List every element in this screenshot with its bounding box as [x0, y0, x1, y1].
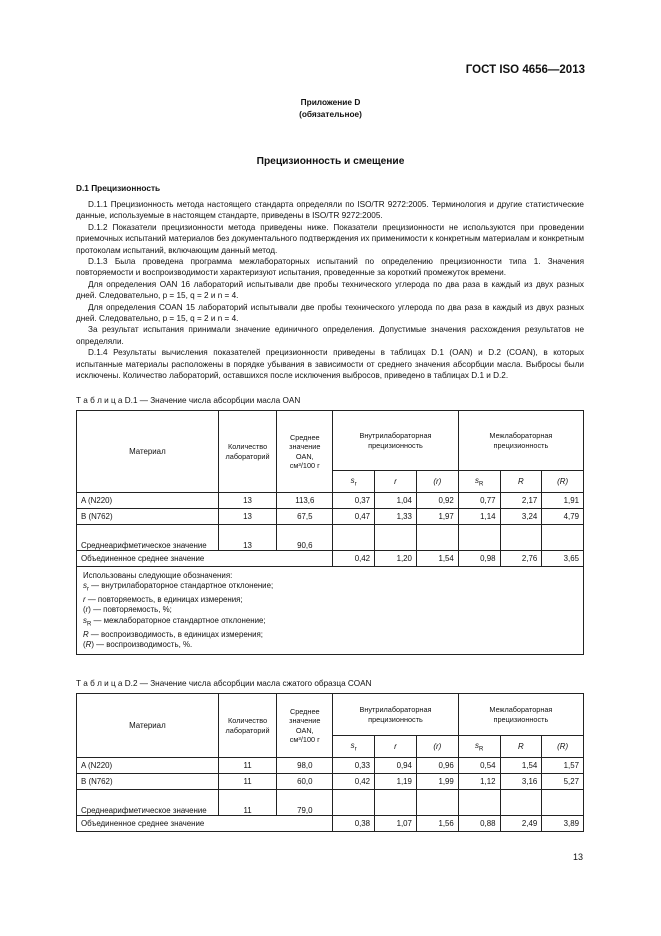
- section-heading: D.1 Прецизионность: [76, 183, 161, 193]
- table-row: B (N762) 11 60,0 0,42 1,19 1,99 1,12 3,16 5,27: [77, 774, 584, 790]
- header-inter: Межлабораторная прецизионность: [458, 694, 583, 736]
- paragraph: D.1.2 Показатели прецизионности метода приведены ниже. Показатели прецизионности не используются при проведении приемочных испытаний материалов без документального подтверждения их применимости к конкретным материалам и конкретным протоколам испытаний, включающим данный метод.: [76, 222, 584, 255]
- header-mean: [277, 694, 333, 758]
- header-R: R: [500, 471, 542, 493]
- table2: [76, 693, 584, 832]
- table-row: B (N762) 13 67,5 0,47 1,33 1,97 1,14 3,24 4,79: [77, 509, 584, 525]
- table-row-average: Среднеарифметическое значение 13 90,6: [77, 525, 584, 551]
- header-R: R: [500, 736, 542, 758]
- header-material: Материал: [77, 694, 219, 758]
- header-Rp: (R): [542, 736, 584, 758]
- paragraph: За результат испытания принимали значение единичного определения. Допустимые значения расхождения результатов не определяли.: [76, 325, 584, 346]
- header-r: r: [375, 471, 417, 493]
- appendix-title: Приложение D: [300, 97, 361, 107]
- header-mean-unit: см³/100 г: [289, 734, 320, 744]
- header-r: r: [375, 736, 417, 758]
- header-mean-label: Среднее значение OAN,: [289, 432, 321, 461]
- table-row-average: Среднеарифметическое значение 11 79,0: [77, 790, 584, 816]
- table2-caption: Т а б л и ц а D.2 — Значение числа абсорбции масла сжатого образца COAN: [76, 679, 372, 688]
- page-number: 13: [572, 852, 583, 862]
- paragraph: D.1.1 Прецизионность метода настоящего стандарта определяли по ISO/TR 9272:2005. Терминология и другие статистические данные, используемые в настоящем стандарте, приведены в ISO/TR 9272:2005.: [76, 200, 584, 221]
- header-Rp: (R): [542, 471, 584, 493]
- appendix-status: (обязательное): [299, 109, 362, 119]
- header-rp: (r): [416, 471, 458, 493]
- paragraph: Для определения COAN 15 лабораторий испытывали две пробы технического углерода по два раза в каждый из двух разных дней. Следовательно, p = 15, q = 2 и n = 4.: [76, 302, 584, 324]
- standard-header: ГОСТ ISO 4656—2013: [465, 64, 585, 76]
- table1: [76, 410, 584, 655]
- header-intra: Внутрилабораторная прецизионность: [333, 411, 459, 471]
- table1-notes: Использованы следующие обозначения: $s_r$ — внутрилабораторное стандартное отклонение; r — повторяемость, в единицах измерения; (r) — повторяемость, %; $s_R$ — межлабораторное стандартное отклонение; R — воспроизводимость, в единицах измерения; (R) — воспроизводимость, %.: [77, 567, 584, 655]
- header-sr: $s_r$: [333, 736, 375, 758]
- header-mean: [277, 411, 333, 493]
- table-row: A (N220) 13 113,6 0,37 1,04 0,92 0,77 2,17 1,91: [77, 493, 584, 509]
- header-inter: Межлабораторная прецизионность: [458, 411, 583, 471]
- paragraph: D.1.4 Результаты вычисления показателей прецизионности приведены в таблицах D.1 (OAN) и D.2 (COAN), в которых испытанные материалы расположены в порядке убывания в зависимости от среднего значения абсорбции масла. Выбросы были исключены. Количество лабораторий, оставшихся после исключения выбросов, приведено в таблицах D.1 и D.2.: [76, 348, 584, 381]
- header-intra: Внутрилабораторная прецизионность: [333, 694, 459, 736]
- paragraph: Для определения OAN 16 лабораторий испытывали две пробы технического углерода по два раза в каждый из двух разных дней. Следовательно, p = 15, q = 2 и n = 4.: [76, 279, 584, 301]
- body-text: [76, 199, 584, 382]
- header-mean-label: Среднее значение OAN,: [289, 706, 321, 735]
- header-labs: Количество лабораторий: [218, 411, 277, 493]
- table-row-pooled: Объединенное среднее значение 0,42 1,20 1,54 0,98 2,76 3,65: [77, 551, 584, 567]
- paragraph: D.1.3 Была проведена программа межлабораторных испытаний по определению прецизионности типа 1. Значения повторяемости и воспроизводимости характеризуют испытания, проведенные за короткий промежуток времени.: [76, 257, 584, 278]
- header-sr: $s_r$: [333, 471, 375, 493]
- header-rp: (r): [416, 736, 458, 758]
- header-labs: Количество лабораторий: [218, 694, 277, 758]
- table1-caption: Т а б л и ц а D.1 — Значение числа абсорбции масла OAN: [76, 396, 301, 405]
- table-row: A (N220) 11 98,0 0,33 0,94 0,96 0,54 1,54 1,57: [77, 758, 584, 774]
- header-material: Материал: [77, 411, 219, 493]
- header-sR: $s_R$: [458, 736, 500, 758]
- page-title: Прецизионность и смещение: [256, 156, 405, 167]
- table-row-pooled: Объединенное среднее значение 0,38 1,07 1,56 0,88 2,49 3,89: [77, 816, 584, 832]
- header-sR: $s_R$: [458, 471, 500, 493]
- header-mean-unit: см³/100 г: [289, 460, 320, 470]
